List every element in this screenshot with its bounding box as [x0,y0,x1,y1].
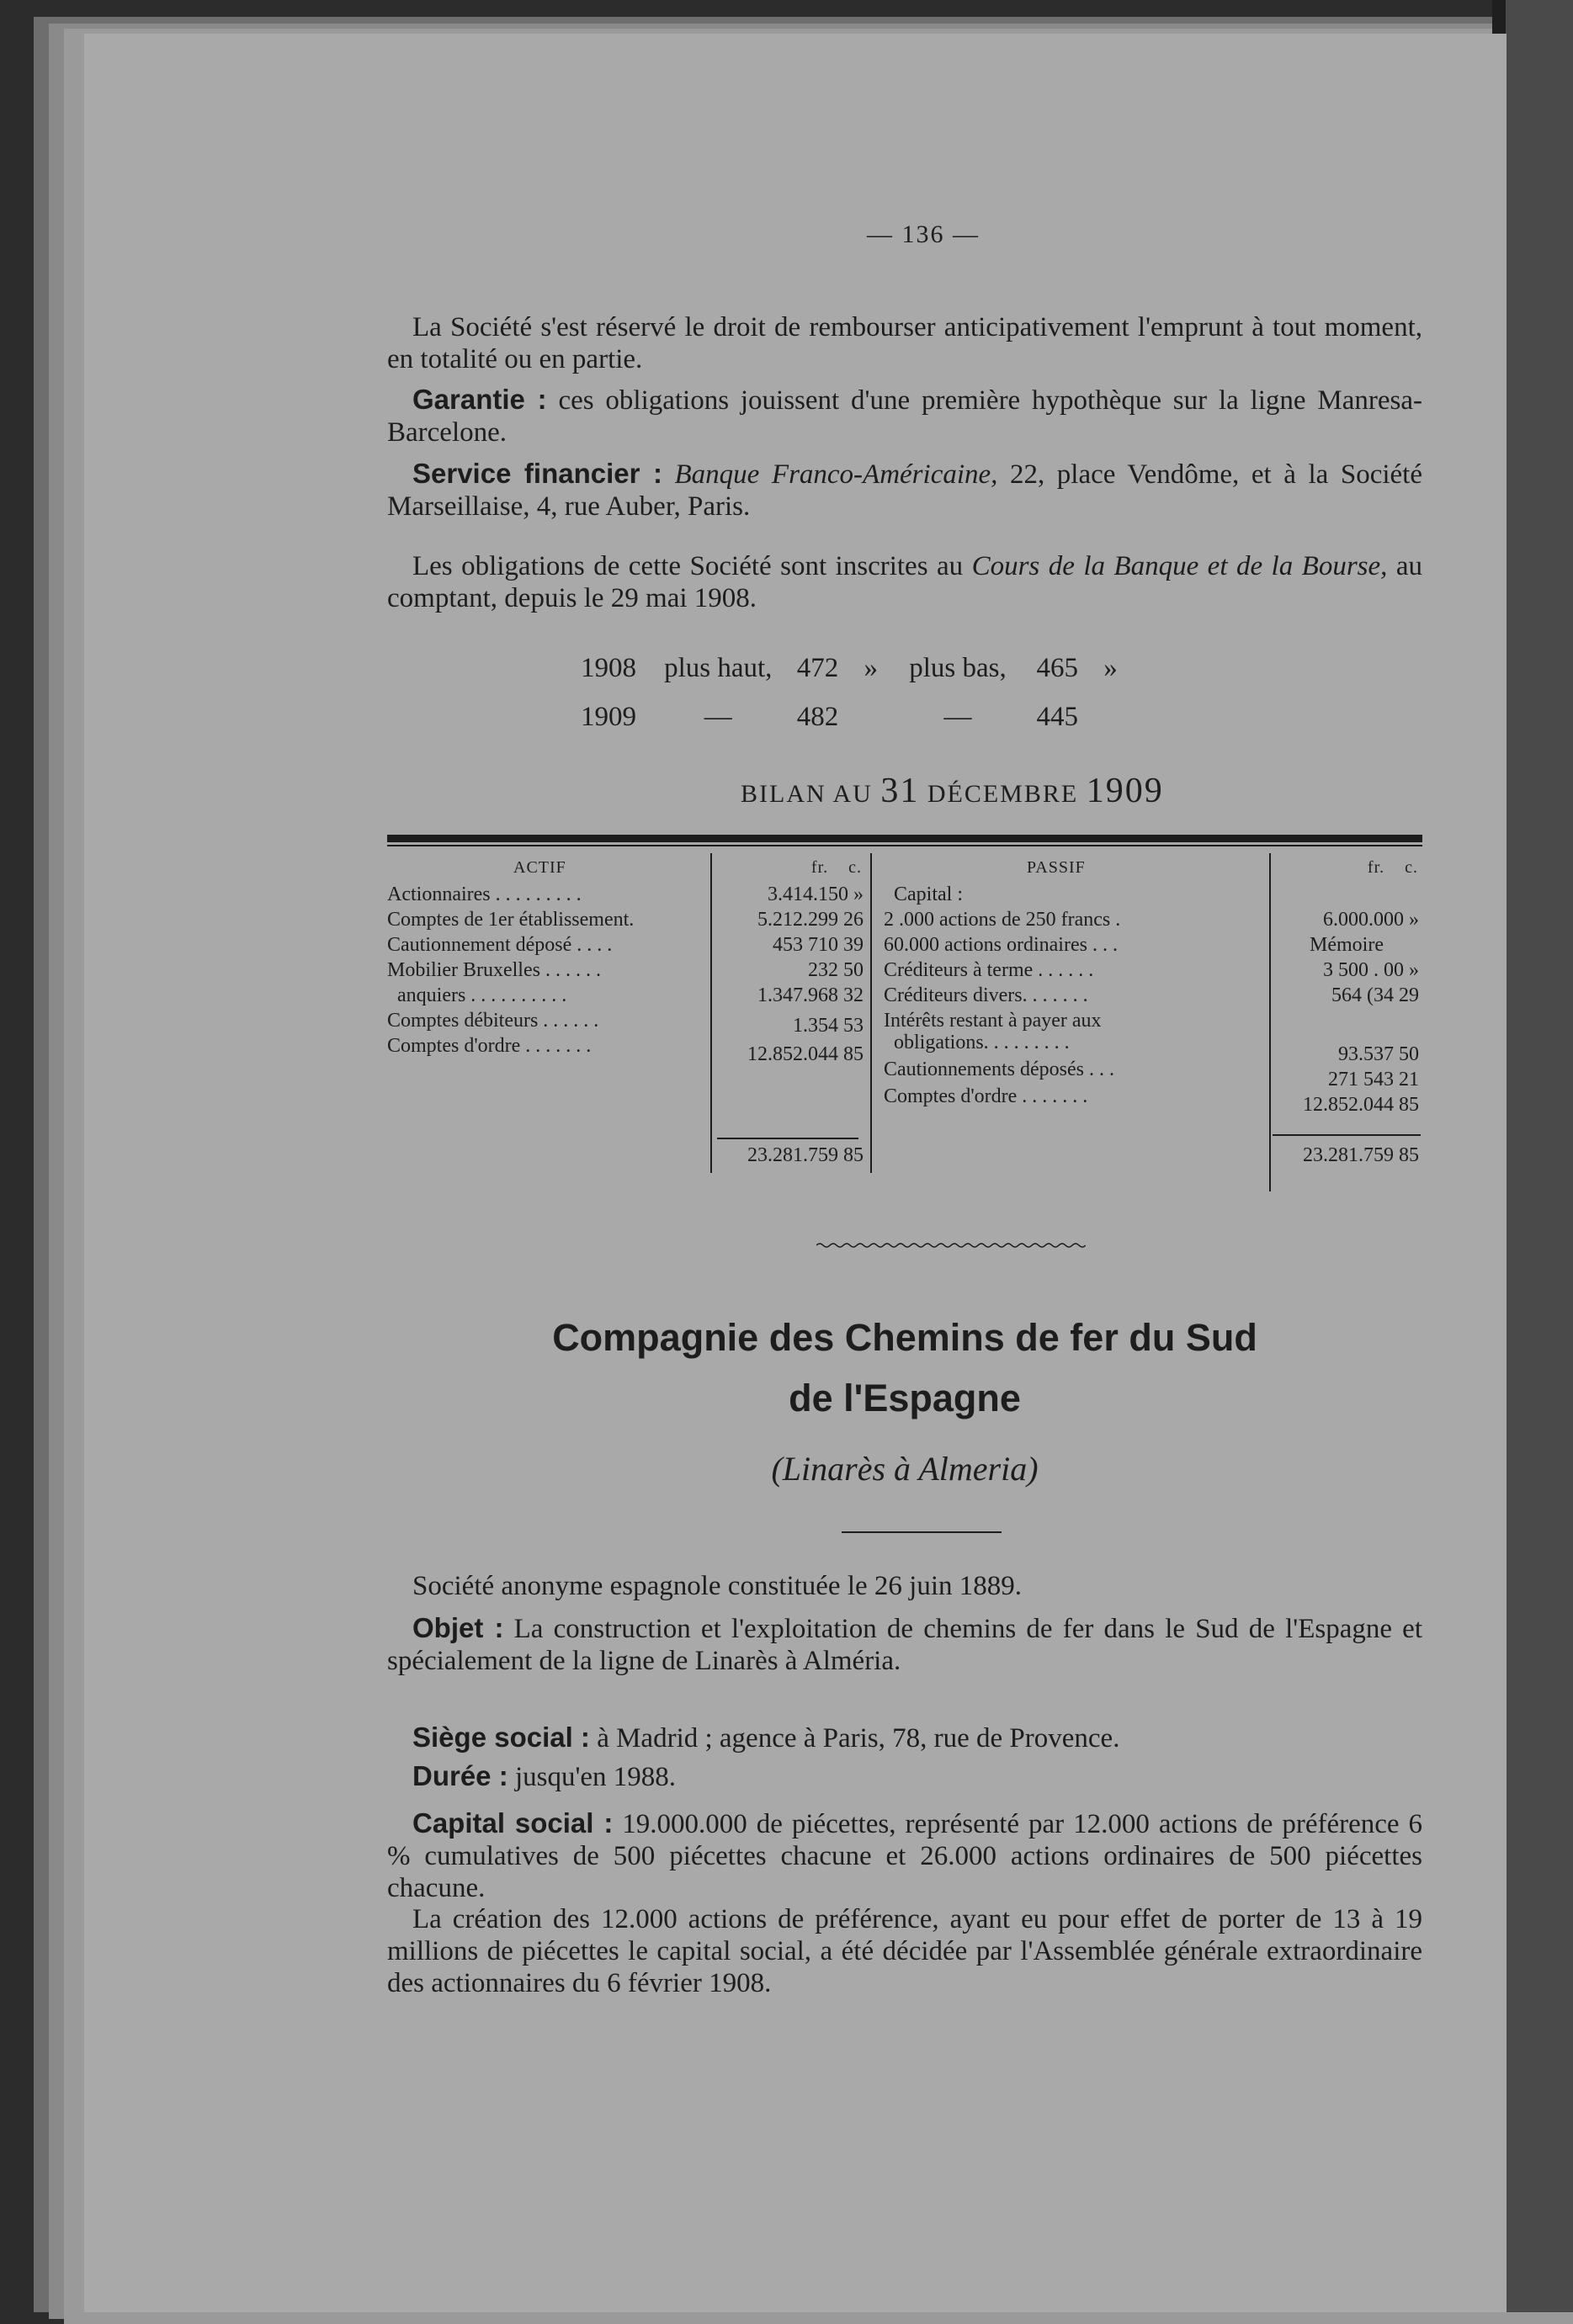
price-label: — [704,702,732,732]
passif-label: Intérêts restant à payer aux [884,1010,1102,1032]
book-right-edge [1506,0,1573,2312]
bilan-title-text: BILAN AU [741,780,881,808]
book-page [84,34,1507,2312]
paragraph-text: jusqu'en 1988. [508,1762,677,1792]
paragraph-label: Objet : [412,1612,504,1643]
price-high: 482 [796,702,839,732]
passif-label: Créditeurs divers. . . . . . . [884,984,1088,1006]
paragraph-text: La création des 12.000 actions de préférence, ayant eu pour effet de porter de 13 à 19 millions de piécettes le capital social, a été décidée par l'Assemblée générale extraordinaire des actionnaires du 6 février 1908. [387,1904,1422,1998]
passif-value: 12.852.044 85 [1303,1094,1419,1116]
paragraph-cotation [387,550,1422,614]
actif-label: anquiers . . . . . . . . . . [387,984,567,1006]
actif-label: Actionnaires . . . . . . . . . [387,883,582,905]
actif-label: Cautionnement déposé . . . . [387,934,613,956]
paragraph-text: au comptant, depuis le 29 mai 1908. [387,551,1423,613]
decorative-wavy-rule [816,1242,1086,1249]
paragraph-text: 22, place Vendôme, et à la Société Marseillaise, 4, rue Auber, Paris. [387,459,1422,522]
actif-header: ACTIF [513,858,566,877]
paragraph-siege [387,1722,1422,1754]
price-row-1908 [581,653,1128,684]
price-low: 445 [1036,702,1078,732]
price-label: plus haut, [664,653,773,683]
paragraph-label: Service financier : [412,458,662,489]
paragraph-label: Capital social : [412,1807,614,1839]
section-subtitle: (Linarès à Almeria) [771,1450,1039,1488]
actif-value: 3.414.150 » [768,883,864,905]
passif-value: 3 500 . 00 » [1323,959,1419,981]
paragraph-label: Garantie : [412,384,547,415]
actif-value: 232 50 [808,959,864,981]
price-low: 465 [1036,653,1078,683]
actif-label: Comptes débiteurs . . . . . . [387,1010,599,1032]
passif-total: 23.281.759 85 [1303,1144,1419,1166]
paragraph-garantie [387,384,1422,448]
actif-value: 5.212.299 26 [757,909,864,931]
price-row-1909 [581,702,1128,733]
passif-unit-header: fr. c. [1367,858,1418,877]
actif-total: 23.281.759 85 [747,1144,864,1166]
actif-value: 12.852.044 85 [747,1043,864,1065]
price-high: 472 [796,653,839,683]
paragraph-creation [387,1903,1422,1999]
price-year: 1908 [581,653,636,683]
actif-unit-header: fr. c. [810,858,862,877]
actif-label: Mobilier Bruxelles . . . . . . [387,959,601,981]
paragraph-label: Durée : [412,1760,508,1791]
paragraph-text: Les obligations de cette Société sont inscrites au [412,551,972,581]
paragraph-italic: Banque Franco-Américaine, [662,459,998,490]
paragraph-text: 19.000.000 de piécettes, représenté par 12.000 actions de préférence 6 % cumulatives de 500 piécettes chacune et 26.000 actions ordinaires de 500 piécettes chacune. [387,1809,1423,1903]
section-short-rule [842,1531,1002,1533]
bilan-title [741,771,1164,811]
paragraph-capital [387,1807,1422,1904]
paragraph-text: La construction et l'exploitation de chemins de fer dans le Sud de l'Espagne et spécialement de la ligne de Linarès à Alméria. [387,1614,1422,1676]
actif-value: 1.347.968 32 [757,984,864,1006]
paragraph-societe [387,1570,1422,1602]
actif-total-rule [717,1138,858,1139]
passif-value: 93.537 50 [1338,1043,1419,1065]
bilan-title-day: 31 [880,772,920,810]
table-top-rule [387,835,1422,842]
page-number: — 136 — [867,220,980,248]
bilan-title-year: 1909 [1086,772,1164,810]
actif-label: Comptes d'ordre . . . . . . . [387,1035,592,1057]
price-sep: » [1103,653,1118,683]
passif-label: obligations. . . . . . . . . [884,1032,1070,1053]
paragraph-text: La Société s'est réservé le droit de rembourser anticipativement l'emprunt à tout moment, en totalité ou en partie. [387,312,1422,374]
actif-label: Comptes de 1er établissement. [387,909,635,931]
passif-label: Capital : [884,883,963,905]
price-sep: » [864,653,878,683]
passif-value: 564 (34 29 [1331,984,1419,1006]
passif-label: Comptes d'ordre . . . . . . . [884,1085,1088,1107]
passif-label: 60.000 actions ordinaires . . . [884,934,1118,956]
price-label: — [943,702,972,732]
table-top-rule-thin [387,845,1422,846]
bilan-title-text: DÉCEMBRE [919,780,1087,808]
section-title-line2: de l'Espagne [789,1377,1021,1419]
paragraph-objet [387,1612,1422,1677]
actif-value: 1.354 53 [793,1015,864,1037]
paragraph-text: ces obligations jouissent d'une première hypothèque sur la ligne Manresa-Barcelone. [387,385,1423,448]
passif-header: PASSIF [1027,858,1086,877]
paragraph-text: Société anonyme espagnole constituée le 26 juin 1889. [412,1571,1022,1601]
column-divider [1269,853,1271,1191]
column-divider [710,853,712,1173]
paragraph-italic: Cours de la Banque et de la Bourse, [971,551,1388,581]
passif-total-rule [1273,1134,1421,1136]
passif-label: Créditeurs à terme . . . . . . [884,959,1094,981]
paragraph-service-financier [387,458,1422,523]
passif-value: Mémoire [1310,934,1384,956]
paragraph-remboursement [387,311,1422,375]
paragraph-label: Siège social : [412,1722,590,1753]
paragraph-text: à Madrid ; agence à Paris, 78, rue de Provence. [589,1723,1120,1754]
column-divider [870,853,872,1173]
section-title-line1: Compagnie des Chemins de fer du Sud [552,1316,1257,1359]
passif-value: 6.000.000 » [1323,909,1419,931]
passif-value: 271 543 21 [1328,1069,1419,1090]
paragraph-duree [387,1760,1422,1793]
price-year: 1909 [581,702,636,732]
passif-label: Cautionnements déposés . . . [884,1059,1114,1080]
passif-label: 2 .000 actions de 250 francs . [884,909,1121,931]
price-label: plus bas, [909,653,1007,683]
actif-value: 453 710 39 [773,934,864,956]
